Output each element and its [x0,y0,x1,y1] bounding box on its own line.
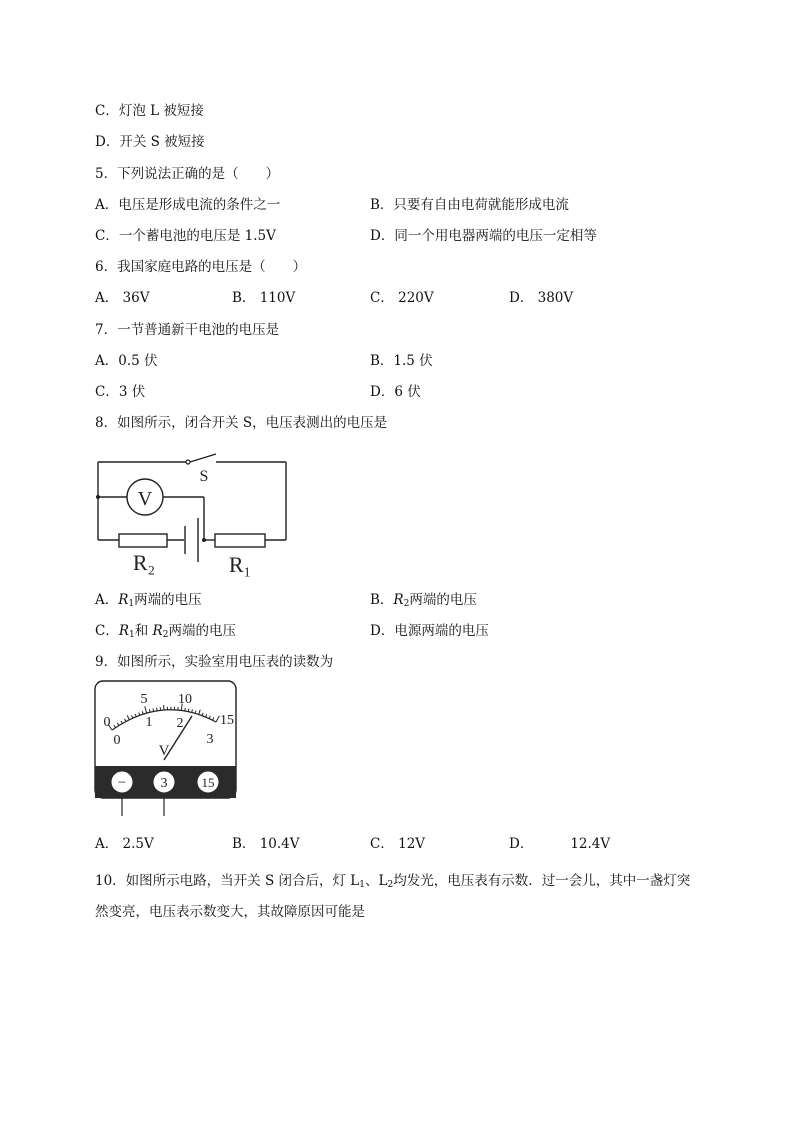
option-prefix: B． [370,592,394,608]
q5-option-c: C．一个蓄电池的电压是 1.5V [95,228,276,244]
scale-tick [185,708,186,711]
r2-label: R₂ [132,550,156,575]
terminal-3-label: 3 [160,776,168,791]
option-text: 两端的电压 [409,592,477,608]
variable: R [152,623,163,639]
switch-contact [186,460,190,464]
scale-tick [188,709,189,712]
scale-bottom-0: 0 [113,733,121,748]
question-10-line-1 [95,872,690,894]
question-9: 9．如图所示，实验室用电压表的读数为 [95,654,334,670]
scale-tick [153,708,154,711]
option-prefix: D． [509,836,534,852]
option-line: C．灯泡 L 被短接 [95,103,204,119]
question-6: 6．我国家庭电路的电压是（ ） [95,259,307,275]
q6-option-d: D． 380V [509,290,574,306]
q9-option-c: C． 12V [370,836,426,852]
q8-option-a [95,591,202,613]
question-5: 5．下列说法正确的是（ ） [95,166,280,182]
junction-dot [202,538,206,542]
meter-unit: V [158,743,170,759]
terminal-15-label: 15 [201,775,215,790]
q9-option-b: B． 10.4V [232,836,300,852]
scale-top-0: 0 [103,715,111,730]
q9-option-d [509,835,610,853]
scale-top-15: 15 [220,713,234,728]
option-prefix: C． [95,623,119,639]
question-text: 、L [365,873,388,889]
q6-option-b: B． 110V [232,290,296,306]
question-8: 8．如图所示，闭合开关 S，电压表测出的电压是 [95,415,388,431]
variable: R [118,592,129,608]
option-line: D．开关 S 被短接 [95,134,205,150]
voltmeter-dial-figure [94,680,238,818]
subscript: 1 [359,880,365,890]
option-text: 两端的电压 [134,592,202,608]
variable: R [393,592,404,608]
q5-option-d: D．同一个用电器两端的电压一定相等 [370,228,597,244]
option-text: 和 [134,623,153,639]
q8-option-d: D．电源两端的电压 [370,623,489,639]
q6-option-c: C． 220V [370,290,434,306]
scale-bottom-2: 2 [176,716,184,731]
junction-dot [96,495,100,499]
switch-label: S [199,468,209,485]
q9-option-a: A． 2.5V [95,836,154,852]
q6-option-a: A． 36V [95,290,150,306]
q8-option-b [370,591,477,613]
r1-label: R₁ [228,552,252,577]
subscript: 2 [162,630,169,640]
question-7: 7．一节普通新干电池的电压是 [95,322,280,338]
option-text: 12.4V [570,836,611,852]
variable: R [118,623,130,639]
q5-option-a: A．电压是形成电流的条件之一 [95,197,281,213]
subscript: 1 [128,599,135,609]
voltmeter-label: V [137,488,153,510]
scale-tick [192,710,193,713]
scale-top-5: 5 [140,692,148,707]
option-text: 两端的电压 [168,623,236,639]
q7-option-a: A．0.5 伏 [95,353,158,369]
q7-option-d: D．6 伏 [370,384,421,400]
scale-top-10: 10 [178,692,192,707]
q5-option-b: B．只要有自由电荷就能形成电流 [370,197,569,213]
q7-option-b: B．1.5 伏 [370,353,433,369]
question-10-line-2: 然变亮，电压表示数变大，其故障原因可能是 [95,904,365,920]
circuit-diagram [92,450,297,580]
subscript: 2 [387,880,394,890]
scale-bottom-3: 3 [206,732,214,747]
question-text: 10．如图所示电路，当开关 S 闭合后，灯 L [95,873,360,889]
q7-option-c: C．3 伏 [95,384,146,400]
subscript: 2 [403,599,410,609]
question-text: 均发光，电压表有示数．过一会儿，其中一盏灯突 [393,873,691,889]
scale-bottom-1: 1 [145,715,153,730]
scale-tick [149,709,150,712]
option-prefix: A． [95,592,119,608]
terminal-negative-label: − [117,775,127,791]
q8-option-c [95,622,236,644]
subscript: 1 [129,630,135,640]
